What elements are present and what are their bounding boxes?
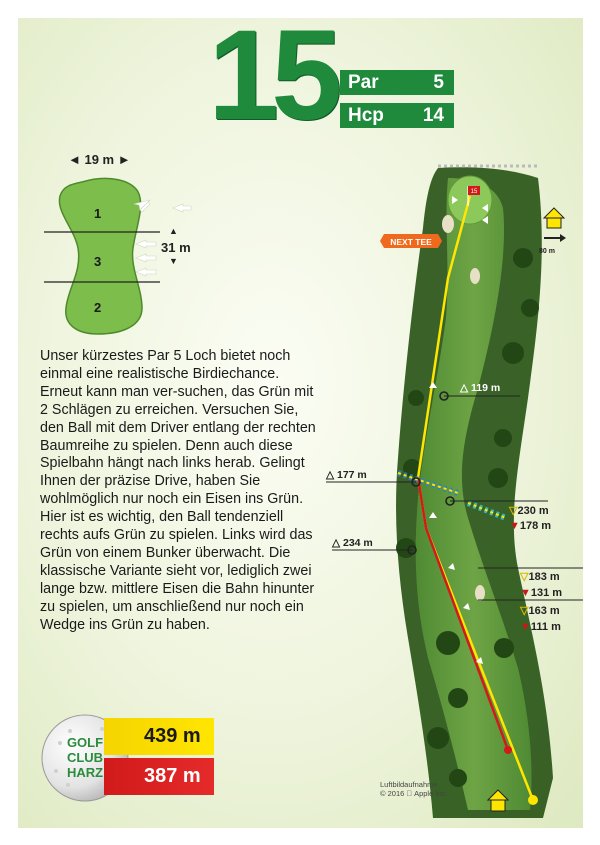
map-credit: Luftbildaufnahme © 2016 Apple Inc.	[380, 780, 440, 798]
svg-text:▼131 m: ▼131 m	[520, 587, 563, 599]
par-label: Par	[348, 72, 379, 93]
svg-text:▽163 m: ▽163 m	[520, 605, 560, 617]
hcp-value: 14	[422, 105, 444, 126]
svg-text:▽183 m: ▽183 m	[520, 571, 560, 583]
hole-card	[18, 18, 583, 828]
green-width: ◄ 19 m ►	[68, 152, 131, 167]
par-bar	[340, 70, 454, 95]
marker-234-label: △ 234 m	[332, 537, 373, 549]
green-diagram	[38, 148, 198, 348]
hole-description: Unser kürzestes Par 5 Loch bietet noch einmal eine realistische Birdiechance. Erneut kann man ver-suchen, das Grün mit 2 Schlägen zu erreichen. Versuchen Sie, den Ball mit dem Driver entlang der rechten Baumreihe zu spielen. Denn auch diese Spielbahn hängt nach links herab. Gelingt Ihnen der präzise Drive, haben Sie wohlmöglich nur noch ein Eisen ins Grün. Hier ist es wichtig, den Ball tendenziell rechts aufs Grün zu spielen. Links wird das Grün von einem Bunker überwacht. Die klassische Variante sieht vor, lediglich zwei lange bzw. mittlere Eisen die Bahn hinunter zu spielen, um anschließend nur noch ein Wedge ins Grün zu haben.	[40, 348, 316, 633]
green-zone-1: 1	[94, 206, 102, 221]
logo-line3: HARZ	[66, 765, 104, 780]
par-value: 5	[433, 72, 444, 93]
red-tee-marker	[504, 746, 512, 754]
hole-aerial-map	[298, 138, 583, 828]
hcp-label: Hcp	[348, 105, 384, 126]
flag-number: 15	[470, 189, 478, 195]
length-yellow-tee: 439 m	[104, 718, 214, 755]
hole-number: 15	[208, 18, 335, 147]
yellow-tee-marker	[528, 795, 538, 805]
marker-177-label: △ 177 m	[326, 469, 367, 481]
logo-line1: GOLF	[66, 735, 104, 750]
house-icon	[544, 208, 566, 242]
marker-119-label: △ 119 m	[460, 382, 501, 394]
svg-text:▽230 m: ▽230 m	[509, 505, 549, 517]
green-zone-3: 3	[94, 254, 102, 269]
green-depth: ▲ 31 m ▼	[161, 226, 191, 266]
svg-text:▼178 m: ▼178 m	[509, 520, 552, 532]
next-tee-label: NEXT TEE	[390, 237, 432, 247]
svg-text:▼111 m: ▼111 m	[520, 621, 561, 633]
green-zone-2: 2	[94, 300, 102, 315]
hcp-bar	[340, 103, 454, 128]
logo-line2: CLUB	[66, 750, 104, 765]
house-distance: 80 m	[539, 248, 555, 255]
length-red-tee: 387 m	[104, 758, 214, 795]
